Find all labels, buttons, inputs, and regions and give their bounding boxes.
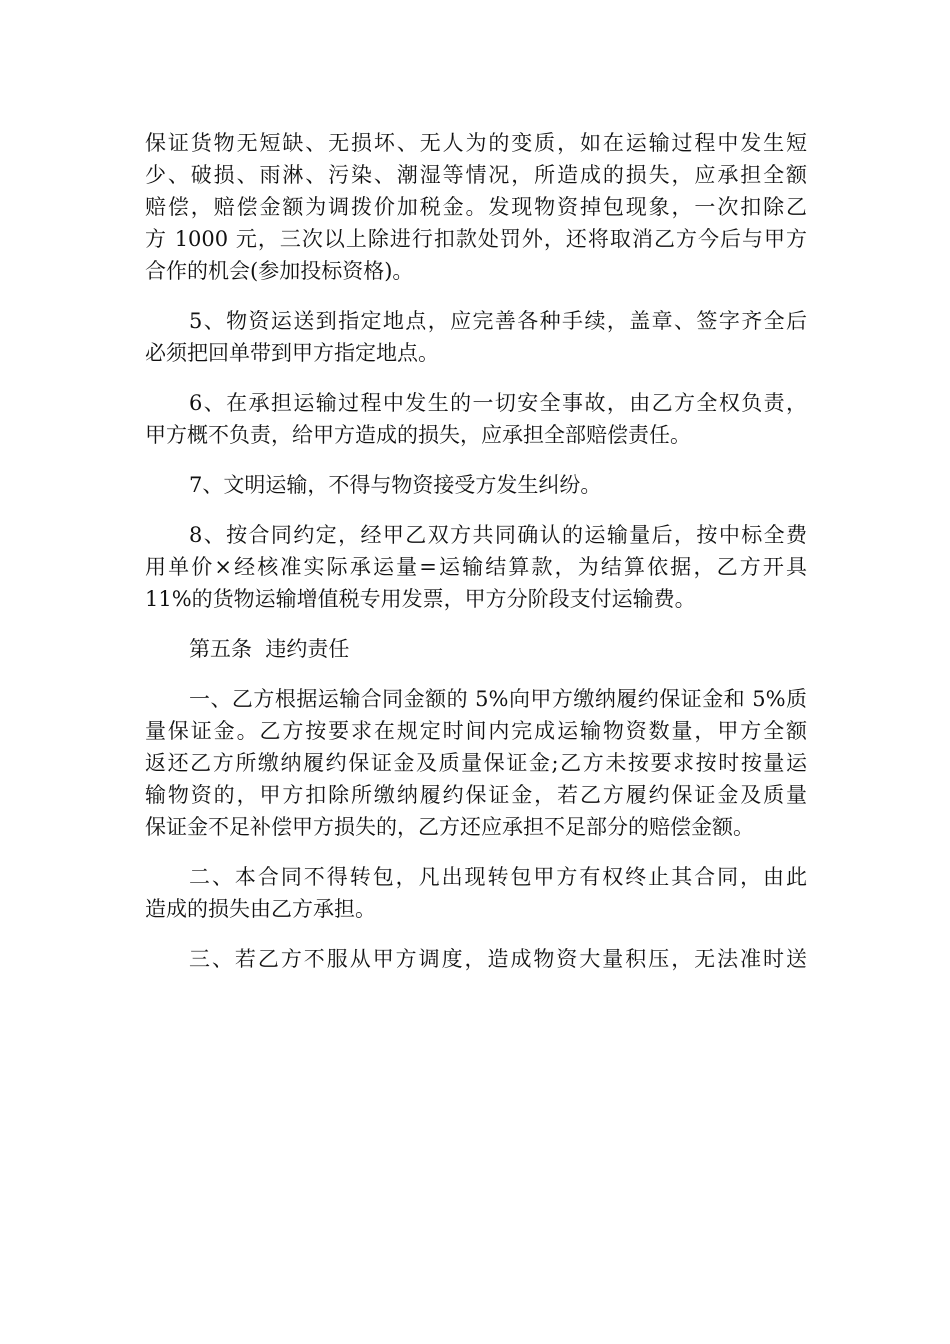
text-line: 保证金不足补偿甲方损失的，乙方还应承担不足部分的赔偿金额。 bbox=[145, 815, 754, 839]
text-line: 返还乙方所缴纳履约保证金及质量保证金;乙方未按要求按时按量运 bbox=[145, 751, 807, 775]
section-heading-article-5 bbox=[145, 633, 807, 665]
text-line: 少、破损、雨淋、污染、潮湿等情况，所造成的损失，应承担全额 bbox=[145, 163, 807, 187]
text-line: 7、文明运输，不得与物资接受方发生纠纷。 bbox=[189, 473, 602, 497]
paragraph-item-5 bbox=[145, 305, 807, 369]
paragraph-item-6 bbox=[145, 387, 807, 451]
section-heading: 第五条 违约责任 bbox=[189, 637, 350, 661]
text-line: 甲方概不负责，给甲方造成的损失，应承担全部赔偿责任。 bbox=[145, 423, 691, 447]
text-line: 保证货物无短缺、无损坏、无人为的变质，如在运输过程中发生短 bbox=[145, 131, 807, 155]
paragraph-clause-3 bbox=[145, 943, 807, 975]
text-line: 赔偿，赔偿金额为调拨价加税金。发现物资掉包现象，一次扣除乙 bbox=[145, 195, 807, 219]
text-line: 用单价×经核准实际承运量=运输结算款，为结算依据，乙方开具 bbox=[145, 555, 807, 579]
text-line: 量保证金。乙方按要求在规定时间内完成运输物资数量，甲方全额 bbox=[145, 719, 807, 743]
paragraph-item-8 bbox=[145, 519, 807, 615]
text-line: 二、本合同不得转包，凡出现转包甲方有权终止其合同，由此 bbox=[189, 865, 807, 889]
text-line: 输物资的，甲方扣除所缴纳履约保证金，若乙方履约保证金及质量 bbox=[145, 783, 807, 807]
text-line: 必须把回单带到甲方指定地点。 bbox=[145, 341, 439, 365]
text-line: 合作的机会(参加投标资格)。 bbox=[145, 259, 414, 283]
document-body bbox=[145, 127, 807, 975]
paragraph-item-7 bbox=[145, 469, 807, 501]
text-line: 方 1000 元，三次以上除进行扣款处罚外，还将取消乙方今后与甲方 bbox=[145, 227, 807, 251]
paragraph-clause-1 bbox=[145, 683, 807, 843]
text-line: 5、物资运送到指定地点，应完善各种手续，盖章、签字齐全后 bbox=[189, 309, 807, 333]
text-line: 三、若乙方不服从甲方调度，造成物资大量积压，无法准时送 bbox=[189, 947, 807, 971]
text-line: 6、在承担运输过程中发生的一切安全事故，由乙方全权负责， bbox=[189, 391, 807, 415]
text-line: 造成的损失由乙方承担。 bbox=[145, 897, 376, 921]
paragraph-clause-2 bbox=[145, 861, 807, 925]
text-line: 8、按合同约定，经甲乙双方共同确认的运输量后，按中标全费 bbox=[189, 523, 807, 547]
paragraph-goods-damage bbox=[145, 127, 807, 287]
text-line: 一、乙方根据运输合同金额的 5%向甲方缴纳履约保证金和 5%质 bbox=[189, 687, 807, 711]
text-line: 11%的货物运输增值税专用发票，甲方分阶段支付运输费。 bbox=[145, 587, 696, 611]
